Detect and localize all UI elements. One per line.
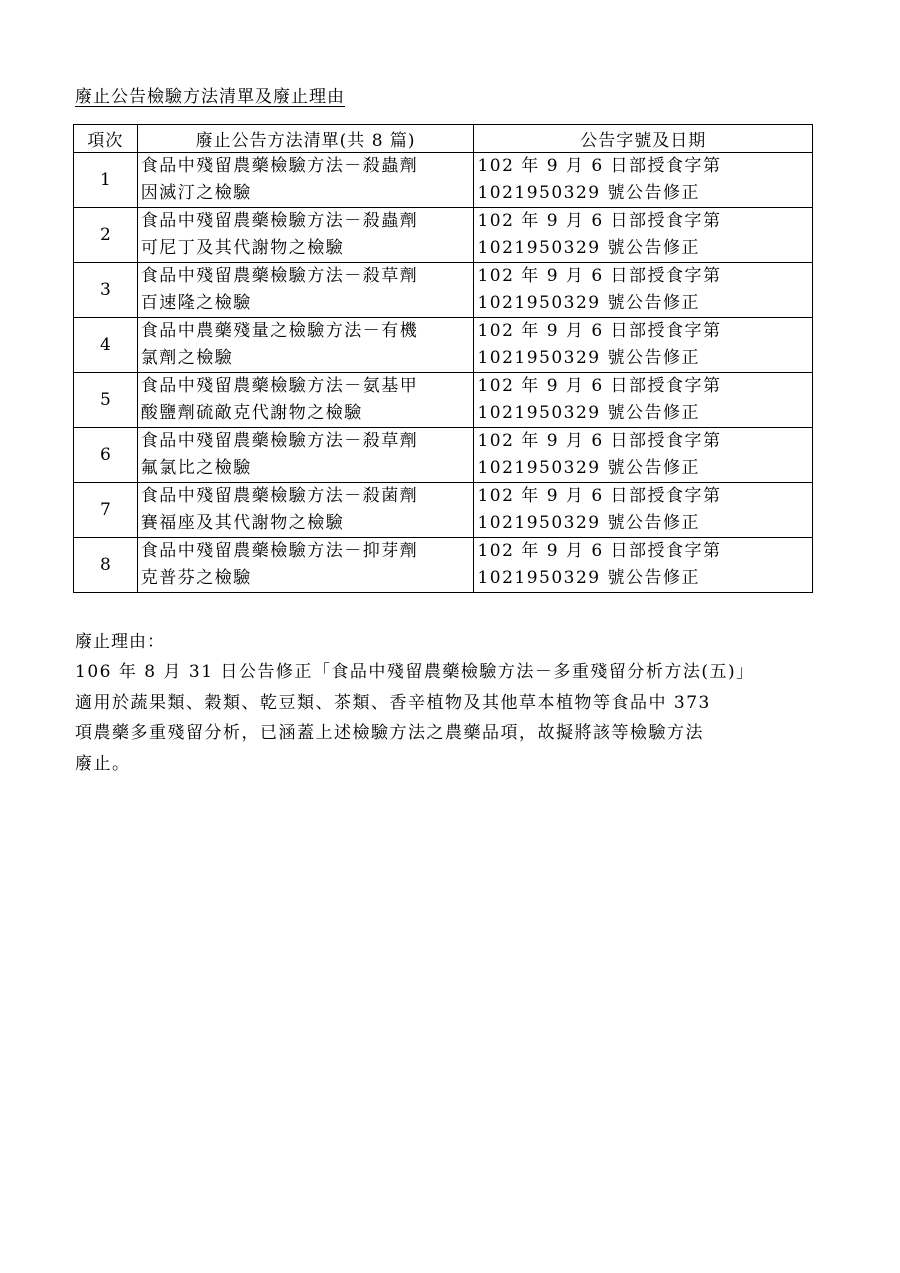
table-row (74, 373, 813, 428)
method-line: 可尼丁及其代謝物之檢驗 (140, 238, 345, 258)
method-cell (137, 373, 474, 428)
reason-heading: 廢止理由： (75, 632, 165, 652)
notice-line: 1021950329 號公告修正 (477, 293, 701, 313)
method-cell (137, 483, 474, 538)
item-number: 6 (74, 428, 138, 483)
page-title: 廢止公告檢驗方法清單及廢止理由 (75, 87, 345, 107)
table-row (74, 153, 813, 208)
method-line: 食品中殘留農藥檢驗方法－殺菌劑 (140, 486, 419, 506)
item-number: 1 (74, 153, 138, 208)
notice-cell (474, 208, 813, 263)
notice-cell (474, 538, 813, 593)
notice-line: 1021950329 號公告修正 (477, 568, 701, 588)
table-row (74, 318, 813, 373)
notice-line: 102 年 9 月 6 日部授食字第 (477, 321, 722, 341)
notice-cell (474, 263, 813, 318)
reason-paragraph (75, 657, 815, 779)
method-line: 氟氯比之檢驗 (140, 458, 252, 478)
notice-line: 1021950329 號公告修正 (477, 238, 701, 258)
table-row (74, 483, 813, 538)
header-method-list: 廢止公告方法清單(共 8 篇) (137, 125, 474, 153)
reason-line: 106 年 8 月 31 日公告修正「食品中殘留農藥檢驗方法－多重殘留分析方法(五)」 (75, 662, 755, 682)
table-row (74, 208, 813, 263)
method-cell (137, 428, 474, 483)
table-header-row (74, 125, 813, 153)
notice-line: 102 年 9 月 6 日部授食字第 (477, 486, 722, 506)
method-line: 食品中殘留農藥檢驗方法－殺草劑 (140, 431, 419, 451)
table-row (74, 263, 813, 318)
notice-line: 102 年 9 月 6 日部授食字第 (477, 376, 722, 396)
table-row (74, 428, 813, 483)
item-number: 8 (74, 538, 138, 593)
table-row (74, 538, 813, 593)
reason-line: 項農藥多重殘留分析，已涵蓋上述檢驗方法之農藥品項，故擬將該等檢驗方法 (75, 723, 704, 743)
notice-cell (474, 153, 813, 208)
method-line: 因滅汀之檢驗 (140, 183, 252, 203)
reason-line: 廢止。 (75, 753, 131, 774)
item-number: 5 (74, 373, 138, 428)
method-line: 食品中殘留農藥檢驗方法－殺草劑 (140, 266, 419, 286)
item-number: 7 (74, 483, 138, 538)
notice-line: 102 年 9 月 6 日部授食字第 (477, 156, 722, 176)
notice-line: 1021950329 號公告修正 (477, 403, 701, 423)
method-line: 食品中殘留農藥檢驗方法－殺蟲劑 (140, 156, 419, 176)
notice-line: 1021950329 號公告修正 (477, 348, 701, 368)
method-cell (137, 538, 474, 593)
method-line: 食品中殘留農藥檢驗方法－抑芽劑 (140, 541, 419, 561)
notice-line: 102 年 9 月 6 日部授食字第 (477, 266, 722, 286)
notice-cell (474, 428, 813, 483)
method-line: 克普芬之檢驗 (140, 568, 252, 588)
method-cell (137, 263, 474, 318)
item-number: 4 (74, 318, 138, 373)
method-line: 賽福座及其代謝物之檢驗 (140, 513, 345, 533)
method-line: 氯劑之檢驗 (140, 348, 234, 368)
notice-line: 102 年 9 月 6 日部授食字第 (477, 211, 722, 231)
method-cell (137, 153, 474, 208)
method-line: 百速隆之檢驗 (140, 293, 252, 313)
method-line: 食品中農藥殘量之檢驗方法－有機 (140, 321, 419, 341)
notice-line: 1021950329 號公告修正 (477, 183, 701, 203)
header-notice-number-date: 公告字號及日期 (474, 125, 813, 153)
method-cell (137, 208, 474, 263)
notice-cell (474, 483, 813, 538)
abolished-methods-table (73, 124, 813, 593)
header-item-no: 項次 (74, 125, 138, 153)
method-cell (137, 318, 474, 373)
method-line: 食品中殘留農藥檢驗方法－殺蟲劑 (140, 211, 419, 231)
notice-line: 1021950329 號公告修正 (477, 458, 701, 478)
item-number: 2 (74, 208, 138, 263)
notice-line: 102 年 9 月 6 日部授食字第 (477, 541, 722, 561)
method-line: 食品中殘留農藥檢驗方法－氨基甲 (140, 376, 419, 396)
method-line: 酸鹽劑硫敵克代謝物之檢驗 (140, 403, 363, 423)
notice-cell (474, 318, 813, 373)
notice-line: 1021950329 號公告修正 (477, 513, 701, 533)
item-number: 3 (74, 263, 138, 318)
notice-line: 102 年 9 月 6 日部授食字第 (477, 431, 722, 451)
reason-line: 適用於蔬果類、穀類、乾豆類、茶類、香辛植物及其他草本植物等食品中 373 (75, 692, 711, 713)
notice-cell (474, 373, 813, 428)
